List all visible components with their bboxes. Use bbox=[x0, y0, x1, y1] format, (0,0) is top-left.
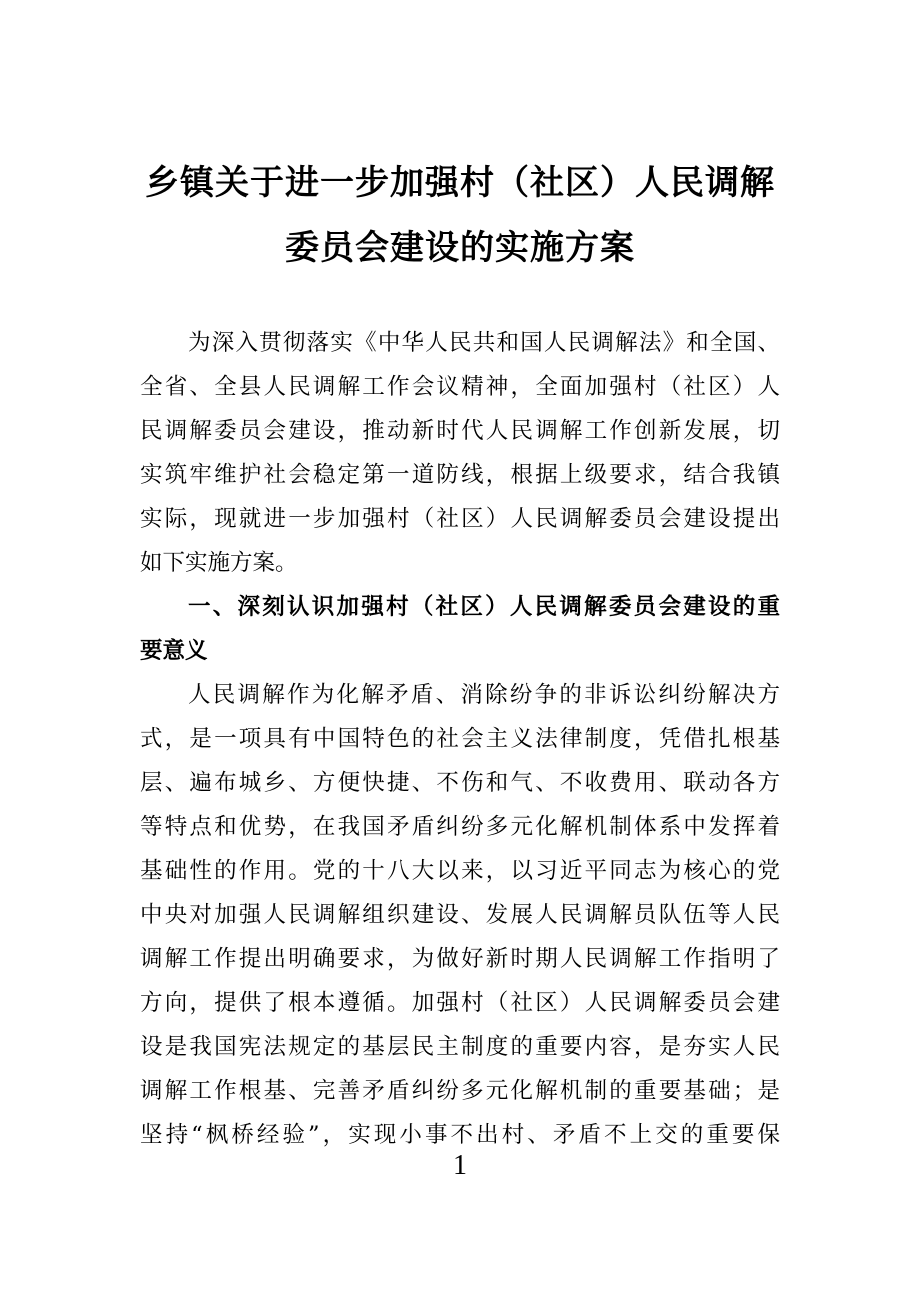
body-paragraph-line: 基础性的作用。党的十八大以来，以习近平同志为核心的党 bbox=[140, 858, 780, 884]
body-paragraph-line: 等特点和优势，在我国矛盾纠纷多元化解机制体系中发挥着 bbox=[140, 814, 780, 840]
intro-paragraph-line: 为深入贯彻落实《中华人民共和国人民调解法》和全国、 bbox=[188, 330, 780, 356]
intro-paragraph-line: 民调解委员会建设，推动新时代人民调解工作创新发展，切 bbox=[140, 418, 780, 444]
body-paragraph-line: 调解工作根基、完善矛盾纠纷多元化解机制的重要基础；是 bbox=[140, 1078, 780, 1104]
section-heading-line: 一、深刻认识加强村（社区）人民调解委员会建设的重 bbox=[188, 594, 780, 620]
intro-paragraph-line: 实筑牢维护社会稳定第一道防线，根据上级要求，结合我镇 bbox=[140, 462, 780, 488]
section-heading-line: 要意义 bbox=[140, 638, 208, 664]
document-title-line-2: 委员会建设的实施方案 bbox=[285, 228, 635, 268]
document-title-line-1: 乡镇关于进一步加强村（社区）人民调解 bbox=[145, 163, 775, 203]
body-paragraph-line: 方向，提供了根本遵循。加强村（社区）人民调解委员会建 bbox=[140, 990, 780, 1016]
intro-paragraph-line: 全省、全县人民调解工作会议精神，全面加强村（社区）人 bbox=[140, 374, 780, 400]
body-paragraph-line: 中央对加强人民调解组织建设、发展人民调解员队伍等人民 bbox=[140, 902, 780, 928]
body-paragraph-line: 设是我国宪法规定的基层民主制度的重要内容，是夯实人民 bbox=[140, 1034, 780, 1060]
body-paragraph-line: 调解工作提出明确要求，为做好新时期人民调解工作指明了 bbox=[140, 946, 780, 972]
body-paragraph-line: 人民调解作为化解矛盾、消除纷争的非诉讼纠纷解决方 bbox=[188, 682, 780, 708]
body-paragraph-line: 坚持“枫桥经验”，实现小事不出村、矛盾不上交的重要保 bbox=[140, 1122, 780, 1148]
body-paragraph-line: 式，是一项具有中国特色的社会主义法律制度，凭借扎根基 bbox=[140, 726, 780, 752]
intro-paragraph-line: 实际，现就进一步加强村（社区）人民调解委员会建设提出 bbox=[140, 506, 780, 532]
body-paragraph-line: 层、遍布城乡、方便快捷、不伤和气、不收费用、联动各方 bbox=[140, 770, 780, 796]
intro-paragraph-line: 如下实施方案。 bbox=[140, 550, 298, 576]
page-number: 1 bbox=[453, 1150, 467, 1181]
